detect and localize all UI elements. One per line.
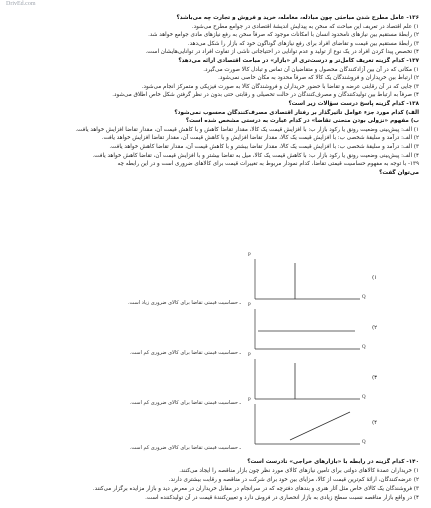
graph-option (248, 398, 431, 445)
option-line: ۲) رابطهٔ مستقیم بین نیازهای نامحدود انسان با امکانات موجود که صرفاً سخن به رفع نیازهای مادی جوامع خواهد شد. (148, 32, 419, 39)
graph-axes (250, 305, 370, 353)
question-line: ۱۳۷- کدام گزینه تعریف کامل‌تر و درست‌تری از «بازار» در مباحث اقتصادی ارائه می‌دهد؟ (178, 58, 419, 64)
option-line: ۱۳۹- با توجه به مفهوم حساسیت قیمتی تقاضا، کدام نمودار مربوط به تغییرات قیمت برای کالاهای ضروری است و در این رابطه چه (117, 161, 419, 168)
axis-label-p: P (248, 398, 251, 403)
graph-option (248, 303, 431, 350)
axis-label-q: Q (362, 440, 366, 445)
axis-label-p: P (248, 303, 251, 308)
graph-option (248, 253, 431, 300)
option-line: ۴) تخصص پیدا کردن افراد در یک نوع از تولید و عدم توانایی در احتیاجاتی ناشی از تفاوت افراد در توانایی‌هایشان است. (145, 49, 419, 56)
option-line: ۱) خریداران عمدهٔ کالاهای دولتی برای تأمین نیازهای کالای مورد نظر چون بازار مناقصه را ایجاد می‌کنند. (179, 468, 419, 474)
demand-curve (290, 412, 350, 440)
question-line: الف) کدام مورد جزء عوامل تأثیرگذار بر رفتار اقتصادی مصرف‌کنندگان محسوب نمی‌شود؟ (174, 109, 419, 116)
question-line: ۱۴۰- کدام گزینه در رابطه با «بازارهای خراجی» نادرست است؟ (247, 459, 419, 465)
option-number: (۴ (372, 420, 378, 426)
axis-label-q: Q (362, 345, 366, 350)
option-line: ۱) علم اقتصاد در تعریف این مباحث که سخن به پیدایش اندیشهٔ اقتصادی در جوامع مطرح می‌شود. (191, 23, 419, 30)
question-line: می‌توان گفت؟ (379, 169, 419, 176)
option-line: ۱) مکانی که در آن بین آزاد‌کنندگان محصول و متقاضیان آن تماس و تبادل کالا صورت می‌گیرد. (203, 66, 419, 73)
question-line: ۱۳۶- عامل مطرح شدن مباحثی چون مبادله، معامله، خرید و فروش و تجارت چه می‌باشد؟ (176, 15, 419, 21)
graph-caption: ـ حساسیت قیمتی تقاضا برای کالای ضروری کم است. (129, 350, 241, 356)
option-line: ۳) الف: درآمد و سلیقهٔ شخصی ب: با افزایش قیمت یک کالا، مقدار تقاضا بیشتر و با کاهش قیمت آن، مقدار تقاضا کاهش خواهد یافت. (109, 144, 419, 150)
option-line: ۳) فروشندگان یک کالای خاص مثل آثار هنری و بندهای دفترچه که در سرانجام در مقابل خریداران در معرض دید و بازار مزایده برگزار می‌کنند. (92, 486, 419, 492)
graph-caption: ـ حساسیت قیمتی تقاضا برای کالای ضروری زیاد است. (127, 300, 241, 306)
option-line: ۳) جایی که در آن رقابتی عرضه و تقاضا با حضور خریداران و فروشندگان کالا به صورت فیزیکی و متمرکز انجام می‌شود. (141, 83, 419, 90)
option-line: ۲) ارتباط بین خریداران و فروشندگان یک کالا که صرفاً محدود به مکان خاصی نمی‌شود. (218, 75, 419, 82)
option-line: ۳) رابطهٔ مستقیم بین قیمت و تقاضای افراد برای رفع نیازهای گوناگون خود که بازار را شکل می‌دهد. (187, 40, 419, 47)
axis-label-q: Q (362, 395, 366, 400)
option-line: ۴) الف: پیش‌بینی وضعیت رونق یا رکود بازار ب: با کاهش قیمت یک کالا، میل به تقاضا بیشتر و با افزایش قیمت آن، تقاضا کاهش خواهد یافت. (92, 152, 419, 159)
axis-label-p: P (248, 253, 251, 258)
axis-label-p: P (248, 353, 251, 358)
option-line: ۲) عرضه‌کنندگان، ارائهٔ کم‌ترین قیمت از کالا، مزایای بین خود برای شرکت در مناقصه و رقابت بیشتری دارند. (168, 477, 419, 483)
graph-option (248, 353, 431, 400)
option-number: (۳ (372, 375, 378, 381)
graph-caption: ـ حساسیت قیمتی تقاضا برای کالای ضروری کم است. (129, 445, 241, 451)
axis-label-q: Q (362, 295, 366, 300)
option-line: ۴) در واقع بازار مناقصه نسبت سطح زیادی به بازار انحصاری در فروش دارد و تعیین‌کنندهٔ قیمت در آن تولیدکننده است. (145, 495, 419, 501)
option-number: (۲ (372, 325, 378, 331)
graph-caption: ـ حساسیت قیمتی تقاضا برای کالای ضروری کم است. (129, 400, 241, 406)
option-number: (۱ (372, 275, 378, 281)
option-line: ۲) الف: درآمد و سلیقهٔ شخصی ب: با افزایش قیمت یک کالا، مقدار تقاضا افزایش و با کاهش قیمت آن، مقدار تقاضا افزایش خواهد یافت. (101, 135, 419, 142)
watermark: DrivEd.com (6, 1, 36, 7)
option-line: ۴) صرفاً به ارتباط بین تولیدکنندگان و مصرف‌کنندگان در حالت تحصیلی و رقابتی حتی بدون در نظر گرفتن شکل خاص اطلاق می‌شود. (112, 92, 419, 99)
graph-axes (250, 400, 370, 448)
graph-axes (250, 255, 370, 303)
option-line: ۱) الف: پیش‌بینی وضعیت رونق یا رکود بازار ب: با افزایش قیمت یک کالا، مقدار تقاضا کاهش و با کاهش قیمت آن، مقدار تقاضا افزایش خواهد یافت. (75, 126, 419, 133)
question-line: ۱۳۸- کدام گزینه پاسخ درست سؤالات زیر است؟ (288, 101, 419, 107)
graph-axes (250, 355, 370, 403)
question-line: ب) مفهوم «نزولی بودن منحنی تقاضا» در کدام عبارت به درستی مشخص شده است؟ (185, 118, 419, 125)
